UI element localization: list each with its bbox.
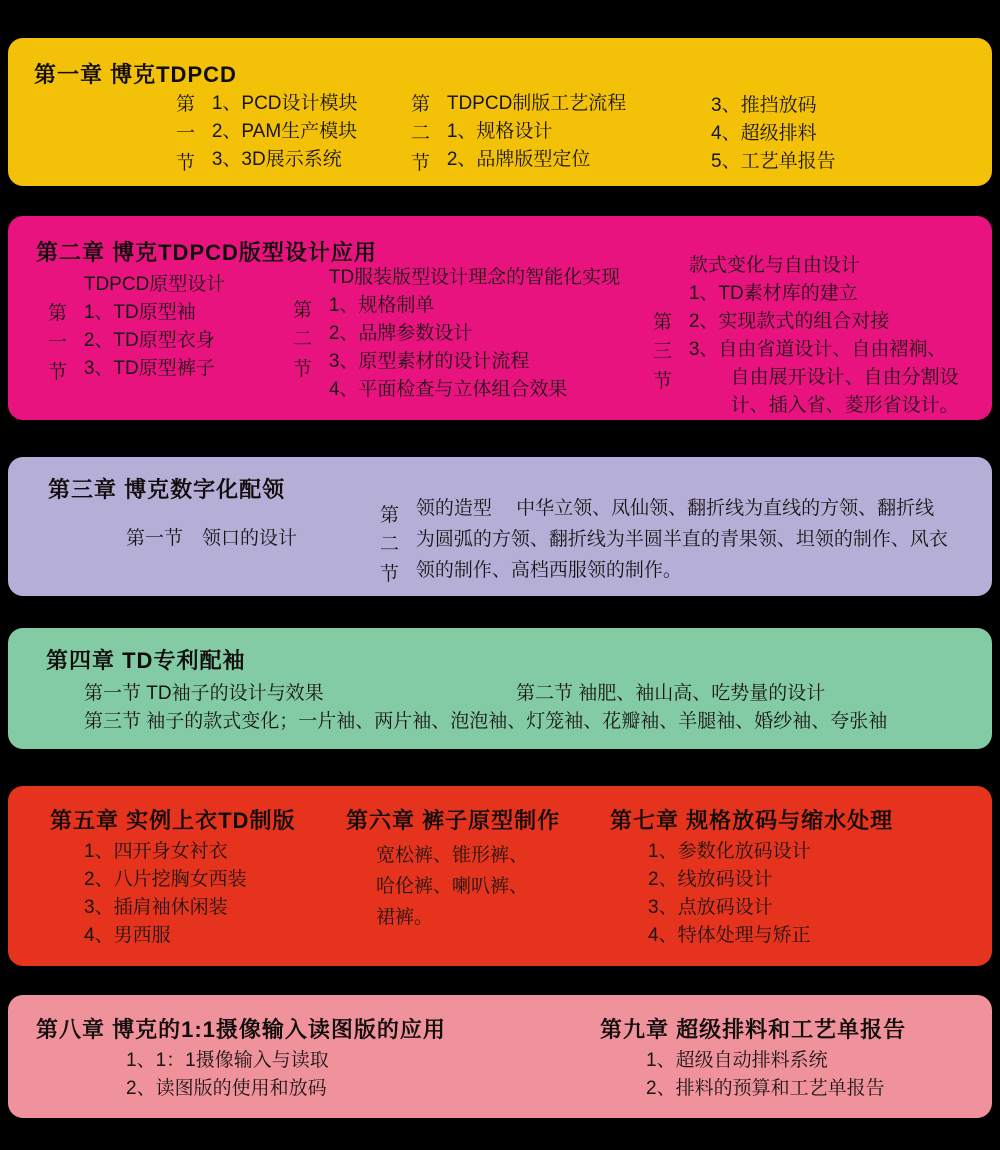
list-item: 2、八片挖胸女西装 [84, 869, 247, 890]
list-item: 1、参数化放码设计 [648, 841, 811, 862]
chapter-6-title: 第六章 裤子原型制作 [346, 808, 561, 833]
chapter-7-title: 第七章 规格放码与缩水处理 [610, 808, 894, 833]
section-2-label: 第二节 [411, 94, 431, 174]
chapter-8-title: 第八章 博克的1:1摄像输入读图版的应用 [36, 1017, 446, 1042]
section-1-list [212, 90, 358, 174]
chapter-2-section-1 [48, 271, 225, 387]
list-item: 1、四开身女衬衣 [84, 841, 228, 862]
chapter-9-title: 第九章 超级排料和工艺单报告 [600, 1017, 907, 1042]
section-1-label: 第一节 [48, 303, 68, 383]
list-item: 2、排料的预算和工艺单报告 [646, 1078, 885, 1099]
list-item: 3、原型素材的设计流程 [328, 351, 530, 372]
chapter-5-title: 第五章 实例上衣TD制版 [50, 808, 296, 833]
chapter-2-panel [8, 216, 992, 420]
section-3-header: 款式变化与自由设计 [688, 255, 860, 276]
chapter-1-section-1 [176, 90, 358, 178]
chapter-1-panel [8, 38, 992, 186]
chapter-1-title: 第一章 博克TDPCD [34, 62, 237, 87]
list-item: 2、品牌版型定位 [446, 149, 591, 170]
list-item: 2、线放码设计 [648, 869, 773, 890]
list-item: 3、TD原型裤子 [83, 358, 215, 379]
list-item: 1、TD原型袖 [83, 302, 196, 323]
chapter-4-section-3-line: 第三节 袖子的款式变化；一片袖、两片袖、泡泡袖、灯笼袖、花瓣袖、羊腿袖、婚纱袖、夸张袖 [84, 711, 888, 732]
chapter-7-list [648, 838, 811, 950]
list-item: 1、规格设计 [446, 121, 553, 142]
section-2-label: 第二节 [293, 300, 313, 380]
list-item: 2、品牌参数设计 [328, 323, 473, 344]
list-item: 4、特体处理与矫正 [648, 925, 811, 946]
list-item: 4、平面检查与立体组合效果 [328, 379, 568, 400]
list-item: 1、超级自动排料系统 [646, 1050, 828, 1071]
chapter-3-section-2 [380, 493, 950, 589]
list-item: 3、3D展示系统 [211, 149, 342, 170]
section-2-paragraph: 领的造型 中华立领、凤仙领、翻折线为直线的方领、翻折线为圆弧的方领、翻折线为半圆半直的青果领、坦领的制作、风衣领的制作、高档西服领的制作。 [415, 498, 948, 581]
list-item: 2、TD原型衣身 [83, 330, 215, 351]
section-1-list [84, 299, 225, 383]
list-item: 2、PAM生产模块 [211, 121, 358, 142]
section-2-list [329, 292, 620, 404]
chapter-1-section-2-continued [711, 92, 836, 176]
list-item: 3、自由省道设计、自由褶裥、自由展开设计、自由分割设计、插入省、菱形省设计。 [688, 339, 959, 416]
list-item: 5、工艺单报告 [711, 151, 836, 172]
chapter-2-section-2 [293, 264, 620, 404]
section-2-list [447, 118, 626, 174]
list-item: 3、推挡放码 [711, 95, 817, 116]
list-item: 2、实现款式的组合对接 [688, 311, 890, 332]
list-item: 3、插肩袖休闲装 [84, 897, 228, 918]
chapter-2-section-3 [653, 252, 961, 420]
section-2-header: TDPCD制版工艺流程 [446, 93, 627, 114]
list-item: 1、PCD设计模块 [211, 93, 358, 114]
list-item: 1、规格制单 [328, 295, 435, 316]
chapter-1-section-2 [411, 90, 626, 178]
section-1-header: TDPCD原型设计 [83, 274, 226, 295]
chapter-9-list [646, 1047, 885, 1103]
chapter-5-list [84, 838, 247, 950]
list-item: 1、1：1摄像输入与读取 [126, 1050, 329, 1071]
section-2-header: TD服装版型设计理念的智能化实现 [328, 267, 621, 288]
chapter-8-list [126, 1047, 329, 1103]
chapter-3-section-1-line: 第一节 领口的设计 [126, 528, 298, 549]
chapter-2-title: 第二章 博克TDPCD版型设计应用 [36, 240, 377, 265]
chapter-4-title: 第四章 TD专利配袖 [46, 648, 246, 673]
chapter-3-panel [8, 457, 992, 596]
section-2-label: 第二节 [380, 505, 400, 585]
section-3-label: 第三节 [653, 312, 673, 392]
section-2-continued-list [711, 92, 836, 176]
list-item: 4、超级排料 [711, 123, 817, 144]
chapter-4-section-2-line: 第二节 袖肥、袖山高、吃势量的设计 [516, 683, 826, 704]
section-1-label: 第一节 [176, 94, 196, 174]
chapters-8-9-panel [8, 995, 992, 1118]
section-3-list [689, 280, 961, 420]
list-item: 4、男西服 [84, 925, 171, 946]
chapter-6-paragraph: 宽松裤、锥形裤、哈伦裤、喇叭裤、裙裤。 [376, 845, 529, 928]
chapter-4-panel [8, 628, 992, 749]
chapter-3-title: 第三章 博克数字化配领 [48, 477, 286, 502]
list-item: 1、TD素材库的建立 [688, 283, 858, 304]
list-item: 2、读图版的使用和放码 [126, 1078, 327, 1099]
list-item: 3、点放码设计 [648, 897, 773, 918]
chapter-4-section-1-line: 第一节 TD袖子的设计与效果 [84, 683, 324, 704]
chapters-5-7-panel [8, 786, 992, 966]
